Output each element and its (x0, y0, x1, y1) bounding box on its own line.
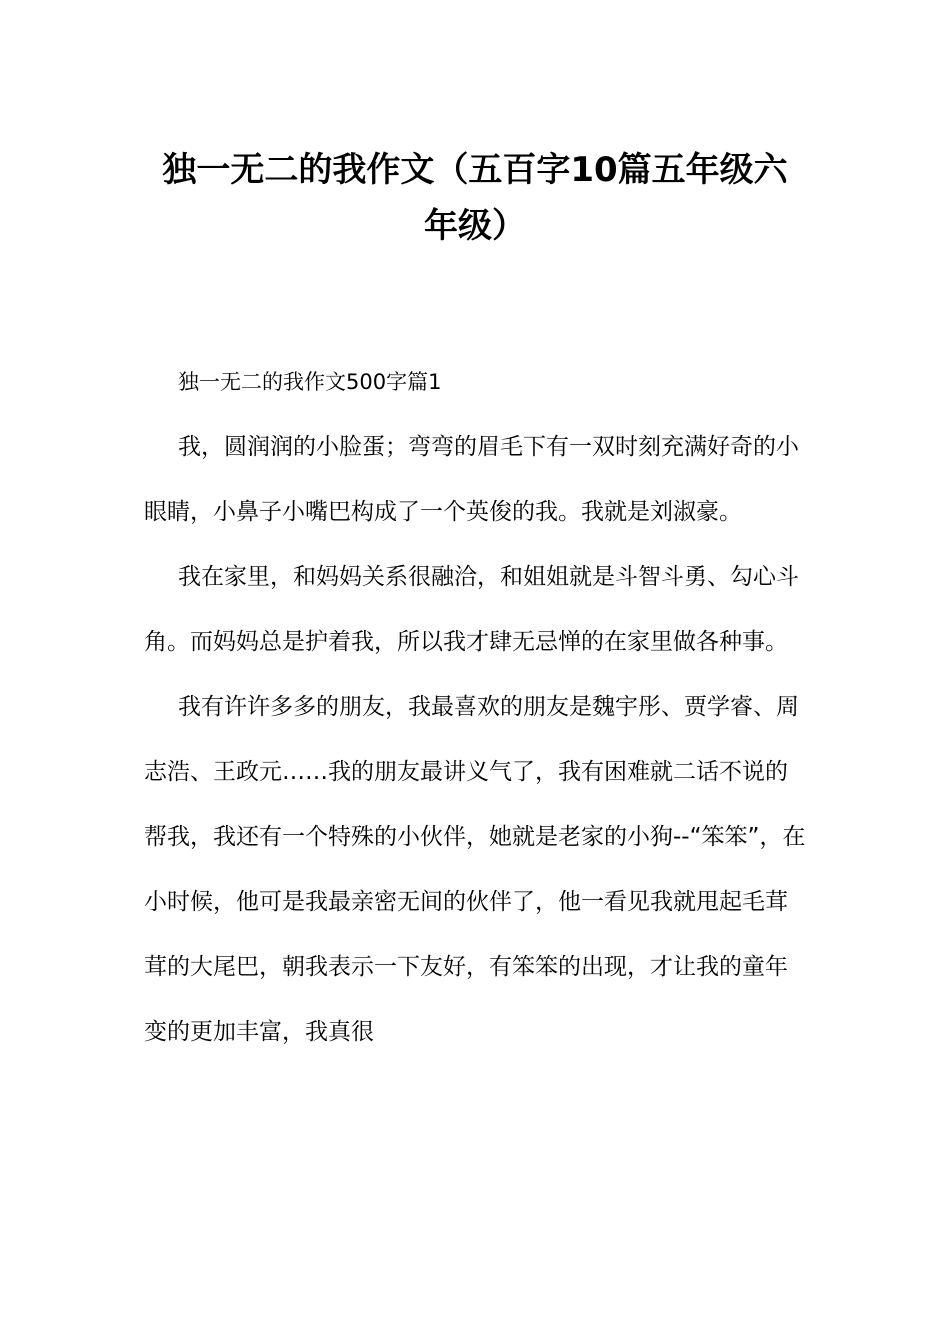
paragraph-3: 我有许许多多的朋友，我最喜欢的朋友是魏宇彤、贾学睿、周志浩、王政元……我的朋友最讲义气了，我有困难就二话不说的帮我，我还有一个特殊的小伙伴，她就是老家的小狗--“笨笨”，在小时候，他可是我最亲密无间的伙伴了，他一看见我就甩起毛茸茸的大尾巴，朝我表示一下友好，有笨笨的出现，才让我的童年变的更加丰富，我真很 (144, 694, 806, 1045)
paragraph-2: 我在家里，和妈妈关系很融洽，和姐姐就是斗智斗勇、勾心斗角。而妈妈总是护着我，所以我才肆无忌惮的在家里做各种事。 (144, 564, 799, 655)
title-line-2: 年级） (424, 206, 526, 246)
document-title (120, 142, 830, 254)
paragraph-1: 我，圆润润的小脸蛋；弯弯的眉毛下有一双时刻充满好奇的小眼睛，小鼻子小嘴巴构成了一个英俊的我。我就是刘淑豪。 (144, 434, 799, 525)
section-heading: 独一无二的我作文500字篇1 (178, 370, 442, 394)
document-body (144, 350, 809, 1065)
title-line-1: 独一无二的我作文（五百字10篇五年级六 (162, 150, 788, 190)
